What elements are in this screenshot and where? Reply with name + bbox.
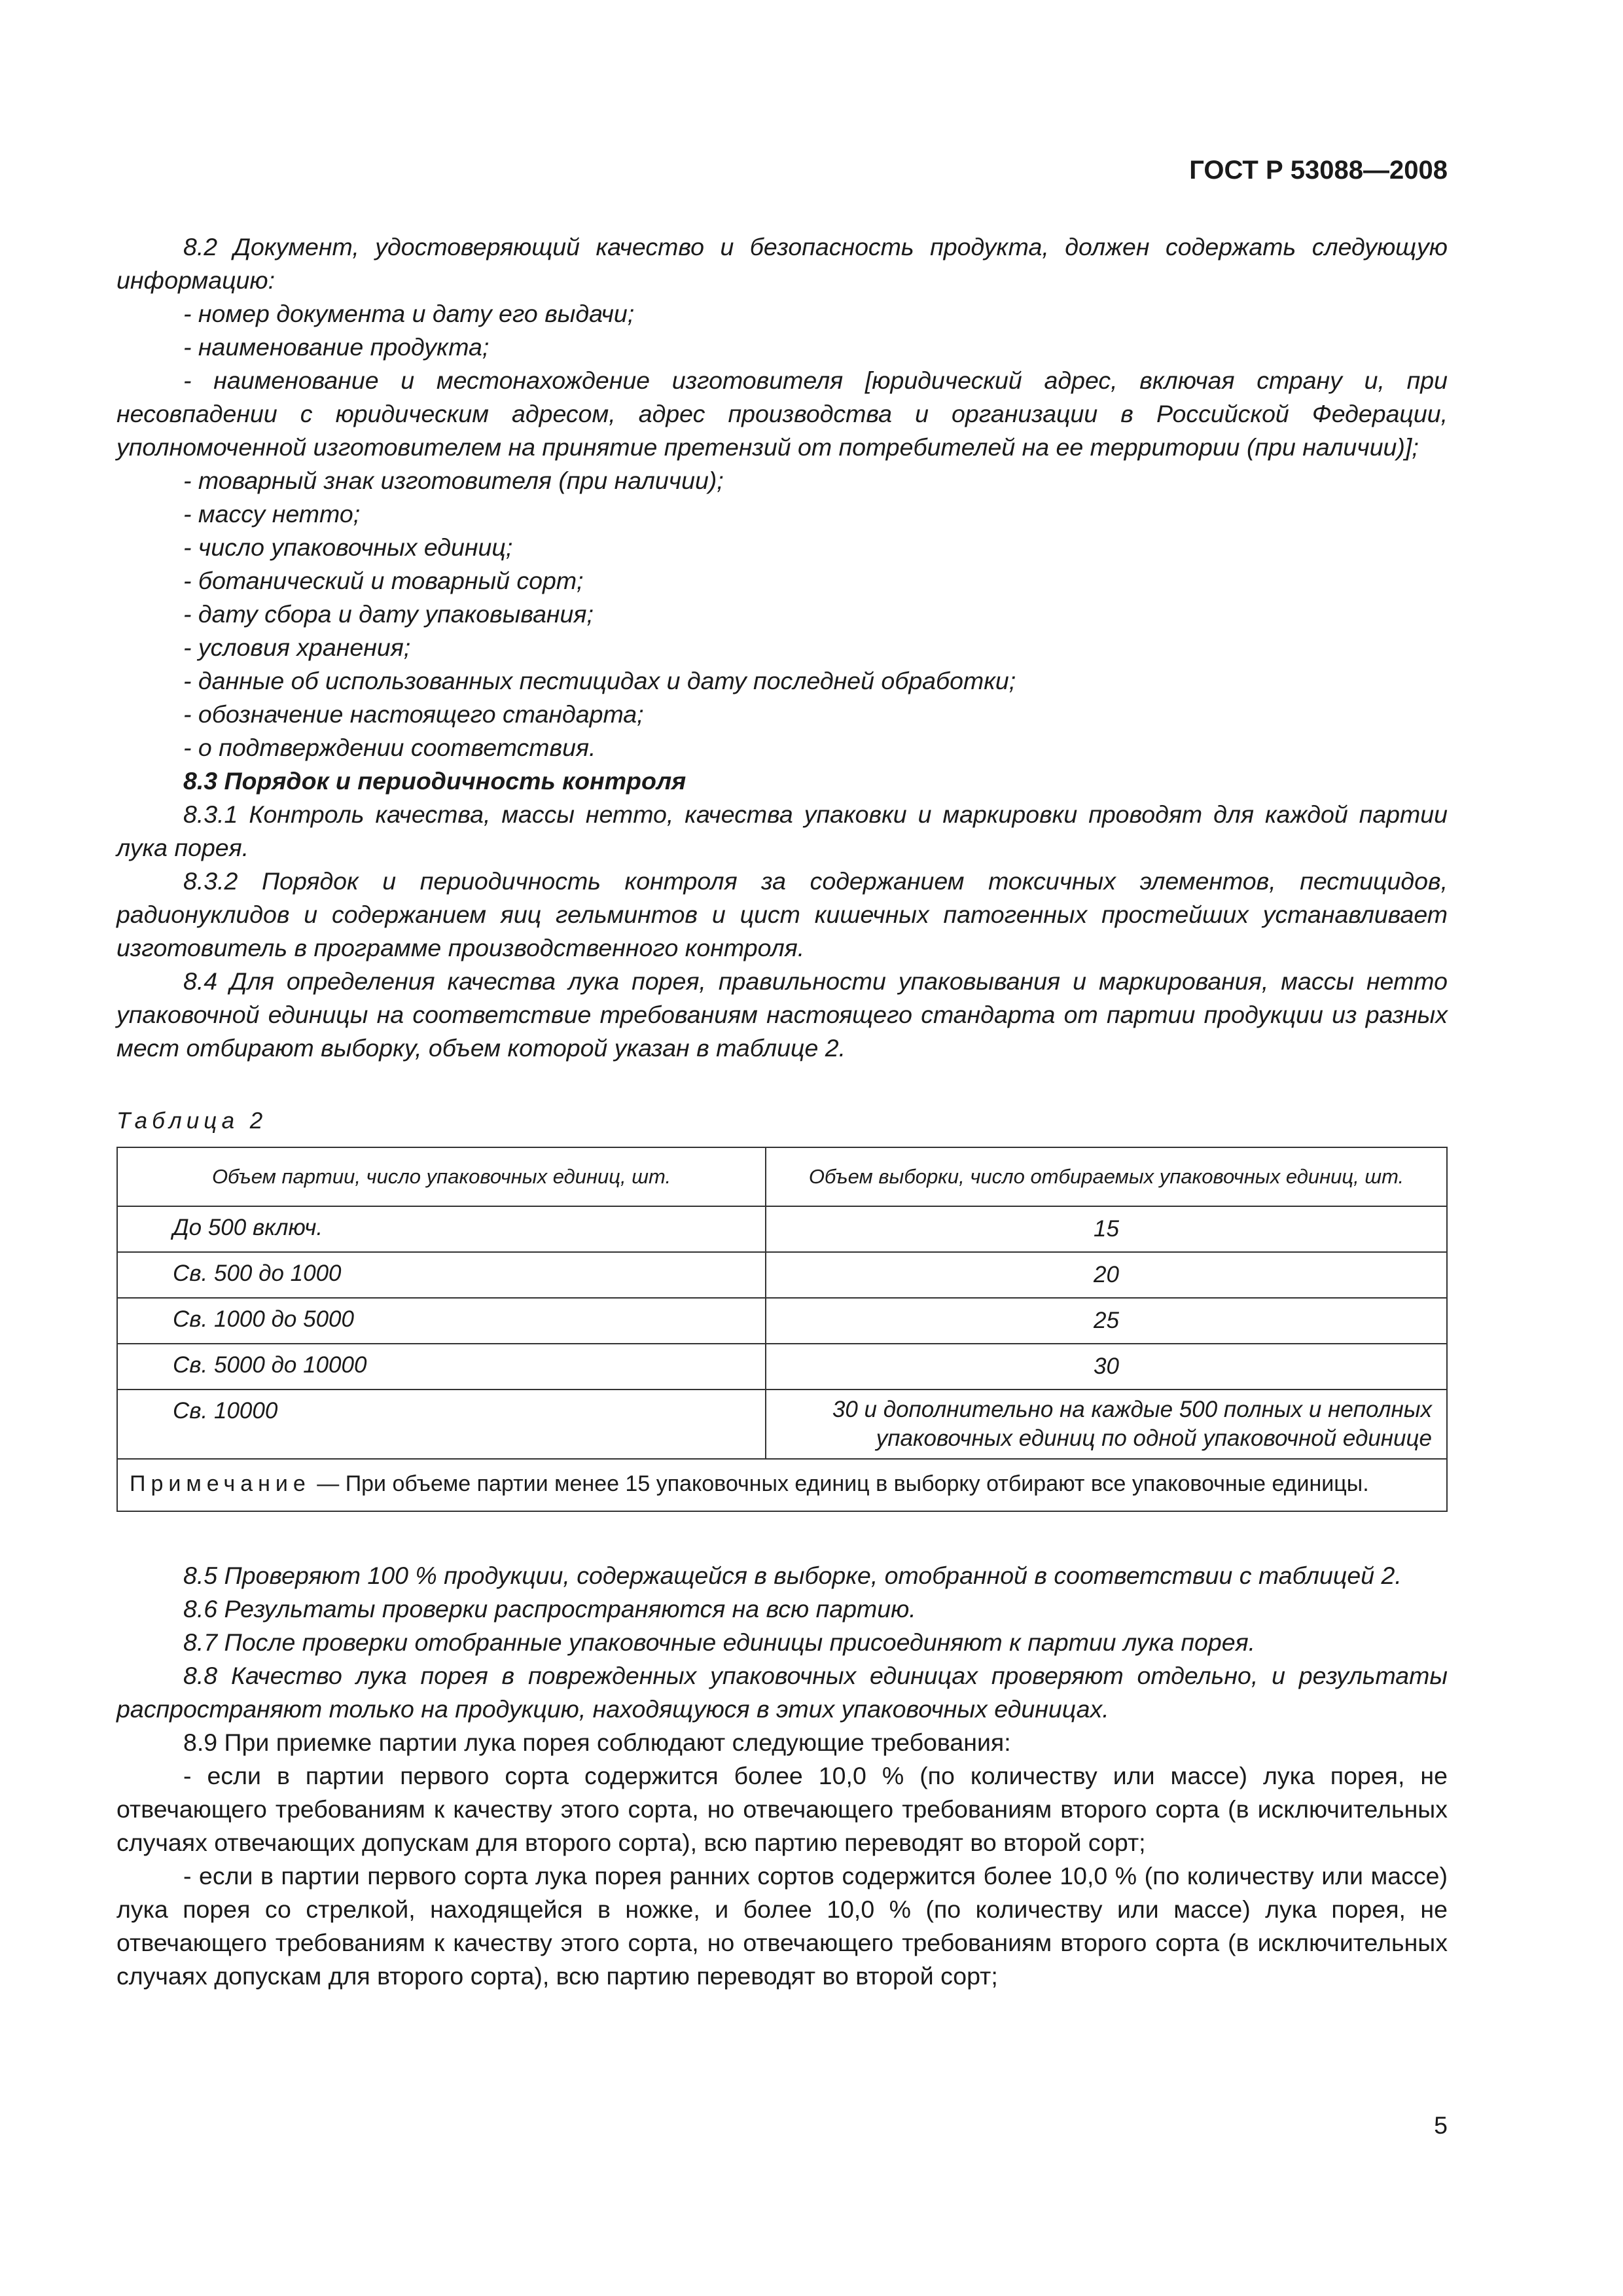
list-item: - условия хранения; xyxy=(183,634,411,661)
list-item: - о подтверждении соответствия. xyxy=(183,734,596,761)
list-item: - если в партии первого сорта лука порея ранних сортов содержится более 10,0 % (по количеству или массе) лука порея со стрелкой, находящейся в ножке, и более 10,0 % (по количеству или массе) лука порея, не отвечающего требованиям к качеству этого сорта, но отвечающего требованиям второго сорта (в исключительных случаях допускам для второго сорта), всю партию переводят во второй сорт; xyxy=(116,1862,1448,1990)
list-item: - дату сбора и дату упаковывания; xyxy=(183,600,594,628)
table-row xyxy=(117,1252,1447,1298)
document-body xyxy=(116,230,1448,1993)
section-8-5: 8.5 Проверяют 100 % продукции, содержащейся в выборке, отобранной в соответствии с таблицей 2. xyxy=(183,1562,1402,1589)
table-row xyxy=(117,1298,1447,1344)
table-header-lot-size: Объем партии, число упаковочных единиц, шт. xyxy=(117,1147,766,1206)
section-8-6: 8.6 Результаты проверки распространяются на всю партию. xyxy=(183,1595,916,1623)
table-note xyxy=(117,1459,1447,1511)
table-caption: Таблица 2 xyxy=(116,1108,268,1134)
list-item: - наименование и местонахождение изготовителя [юридический адрес, включая страну и, при несовпадении с юридическим адресом, адрес производства и организации в Российской Федерации, уполномоченной изготовителем на принятие претензий от потребителей на ее территории (при наличии)]; xyxy=(116,367,1448,461)
lot-size-cell: Св. 5000 до 10000 xyxy=(117,1344,766,1390)
list-item: - товарный знак изготовителя (при наличии); xyxy=(183,467,724,494)
list-item: - массу нетто; xyxy=(183,500,361,528)
section-8-3-2: 8.3.2 Порядок и периодичность контроля за содержанием токсичных элементов, пестицидов, радионуклидов и содержанием яиц гельминтов и цист кишечных патогенных простейших устанавливает изготовитель в программе производственного контроля. xyxy=(116,867,1448,961)
lot-size-cell: До 500 включ. xyxy=(117,1206,766,1252)
list-item: - номер документа и дату его выдачи; xyxy=(183,300,635,327)
table-row xyxy=(117,1206,1447,1252)
sample-size-cell: 20 xyxy=(766,1252,1447,1298)
list-item: - ботанический и товарный сорт; xyxy=(183,567,584,594)
section-8-8: 8.8 Качество лука порея в поврежденных упаковочных единицах проверяют отдельно, и результаты распространяют только на продукцию, находящуюся в этих упаковочных единицах. xyxy=(116,1662,1448,1723)
section-8-7: 8.7 После проверки отобранные упаковочные единицы присоединяют к партии лука порея. xyxy=(183,1628,1256,1656)
page-number: 5 xyxy=(1434,2111,1448,2139)
spacer xyxy=(116,1065,1448,1104)
section-8-2-intro: 8.2 Документ, удостоверяющий качество и безопасность продукта, должен содержать следующую информацию: xyxy=(116,233,1448,294)
list-item: - наименование продукта; xyxy=(183,333,490,361)
sample-size-table xyxy=(116,1147,1448,1512)
section-8-9-intro: 8.9 При приемке партии лука порея соблюдают следующие требования: xyxy=(183,1729,1011,1756)
sample-size-cell: 25 xyxy=(766,1298,1447,1344)
list-item: - число упаковочных единиц; xyxy=(183,533,513,561)
list-item: - данные об использованных пестицидах и дату последней обработки; xyxy=(183,667,1016,694)
spacer xyxy=(116,1512,1448,1559)
standard-designation: ГОСТ Р 53088—2008 xyxy=(1189,156,1448,185)
table-note-row xyxy=(117,1459,1447,1511)
section-8-3-1: 8.3.1 Контроль качества, массы нетто, качества упаковки и маркировки проводят для каждой партии лука порея. xyxy=(116,800,1448,861)
sample-size-cell: 15 xyxy=(766,1206,1447,1252)
table-row xyxy=(117,1390,1447,1459)
lot-size-cell: Св. 1000 до 5000 xyxy=(117,1298,766,1344)
lot-size-cell: Св. 500 до 1000 xyxy=(117,1252,766,1298)
table-row xyxy=(117,1344,1447,1390)
section-8-4: 8.4 Для определения качества лука порея, правильности упаковывания и маркирования, массы нетто упаковочной единицы на соответствие требованиям настоящего стандарта от партии продукции из разных мест отбирают выборку, объем которой указан в таблице 2. xyxy=(116,967,1448,1062)
sample-size-cell: 30 и дополнительно на каждые 500 полных и неполных упаковочных единиц по одной упаковочной единице xyxy=(766,1390,1447,1459)
table-header-sample-size: Объем выборки, число отбираемых упаковочных единиц, шт. xyxy=(766,1147,1447,1206)
lot-size-cell: Св. 10000 xyxy=(117,1390,766,1459)
sample-size-cell: 30 xyxy=(766,1344,1447,1390)
list-item: - обозначение настоящего стандарта; xyxy=(183,700,644,728)
section-8-3-heading: 8.3 Порядок и периодичность контроля xyxy=(183,767,687,795)
note-text: — При объеме партии менее 15 упаковочных единиц в выборку отбирают все упаковочные единицы. xyxy=(310,1471,1369,1496)
list-item: - если в партии первого сорта содержится более 10,0 % (по количеству или массе) лука порея, не отвечающего требованиям к качеству этого сорта, но отвечающего требованиям второго сорта (в исключительных случаях отвечающих допускам для второго сорта), всю партию переводят во второй сорт; xyxy=(116,1762,1448,1856)
note-label: Примечание xyxy=(130,1471,311,1496)
